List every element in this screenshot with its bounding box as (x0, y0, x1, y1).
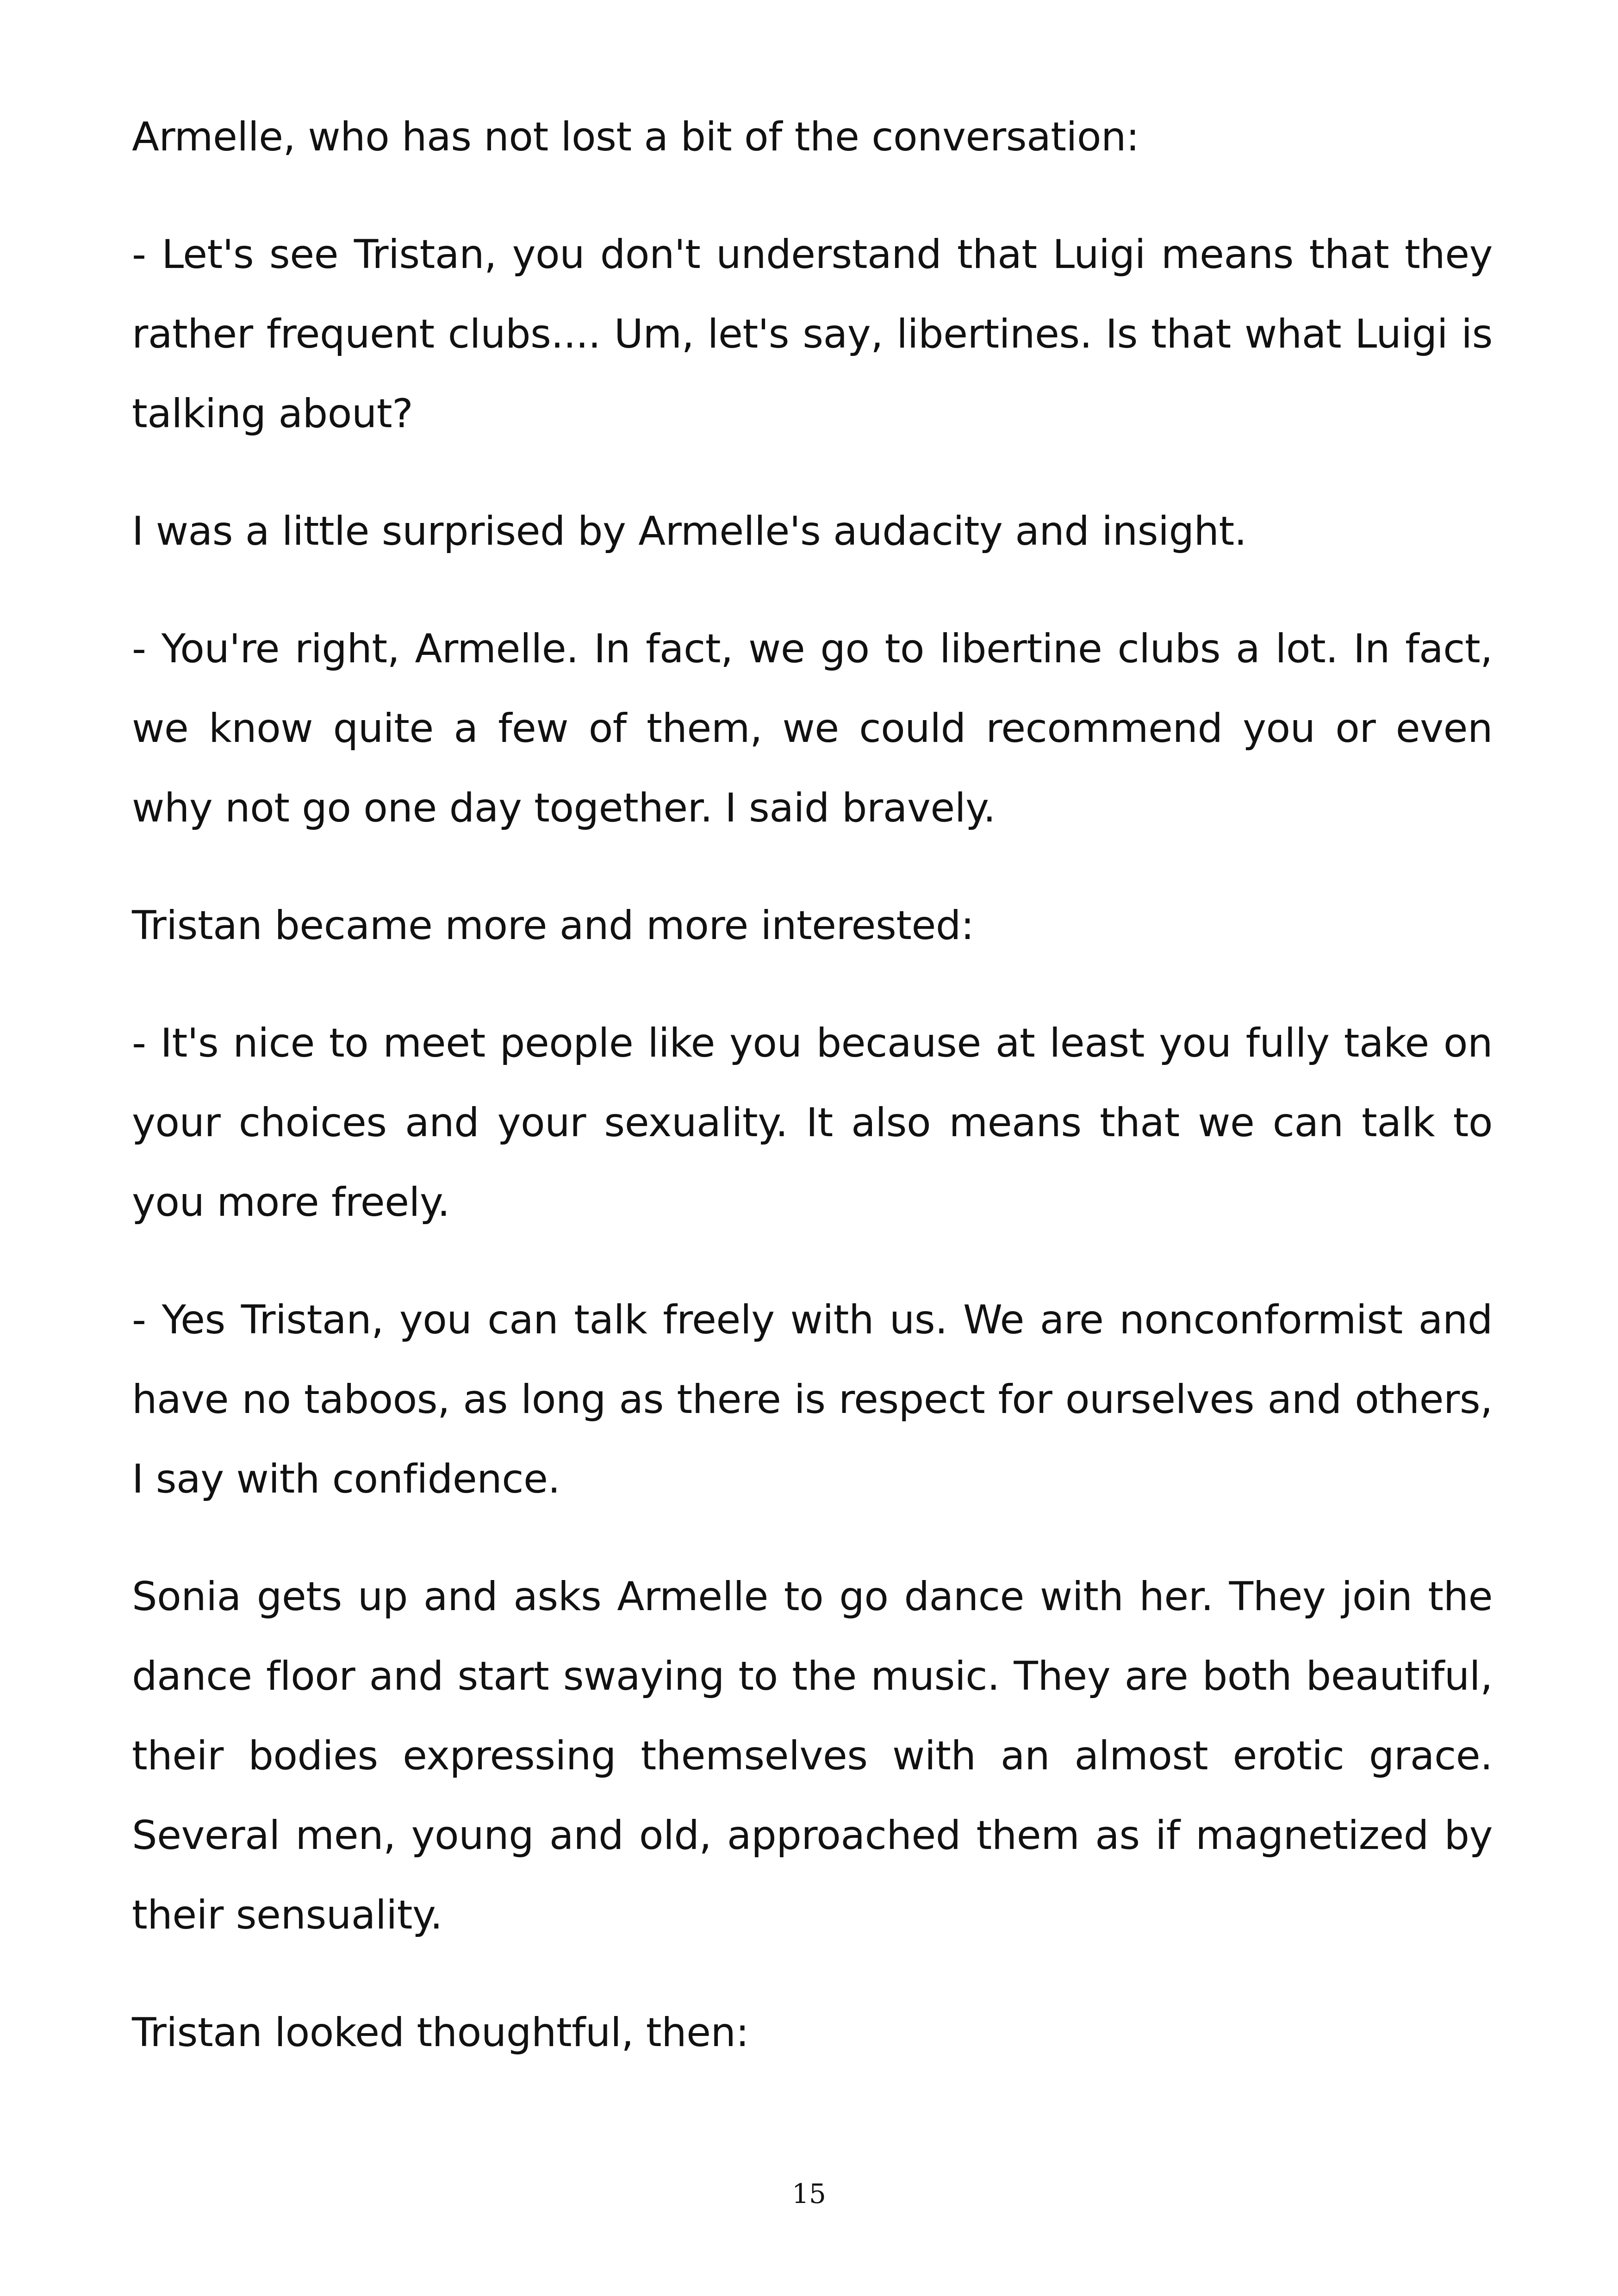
paragraph: - Let's see Tristan, you don't understand that Luigi means that they rather frequent clubs.... Um, let's say, libertines. Is that what Luigi is talking about? (132, 231, 1493, 437)
paragraph: Armelle, who has not lost a bit of the conversation: (132, 114, 1139, 160)
paragraph: Tristan looked thoughtful, then: (132, 2010, 749, 2056)
paragraph: I was a little surprised by Armelle's audacity and insight. (132, 508, 1247, 554)
paragraph: - Yes Tristan, you can talk freely with us. We are nonconformist and have no taboos, as long as there is respect for ourselves and others, I say with confidence. (132, 1297, 1493, 1502)
paragraph: Sonia gets up and asks Armelle to go dance with her. They join the dance floor and start swaying to the music. They are both beautiful, their bodies expressing themselves with an almost erotic grace. Several men, young and old, approached them as if magnetized by their sensuality. (132, 1574, 1493, 1938)
paragraph: - It's nice to meet people like you because at least you fully take on your choices and your sexuality. It also means that we can talk to you more freely. (132, 1020, 1493, 1226)
body-text (132, 97, 1493, 2110)
page-number: 15 (792, 2178, 826, 2209)
paragraph: - You're right, Armelle. In fact, we go to libertine clubs a lot. In fact, we know quite a few of them, we could recommend you or even why not go one day together. I said bravely. (132, 626, 1493, 831)
paragraph: Tristan became more and more interested: (132, 902, 974, 949)
